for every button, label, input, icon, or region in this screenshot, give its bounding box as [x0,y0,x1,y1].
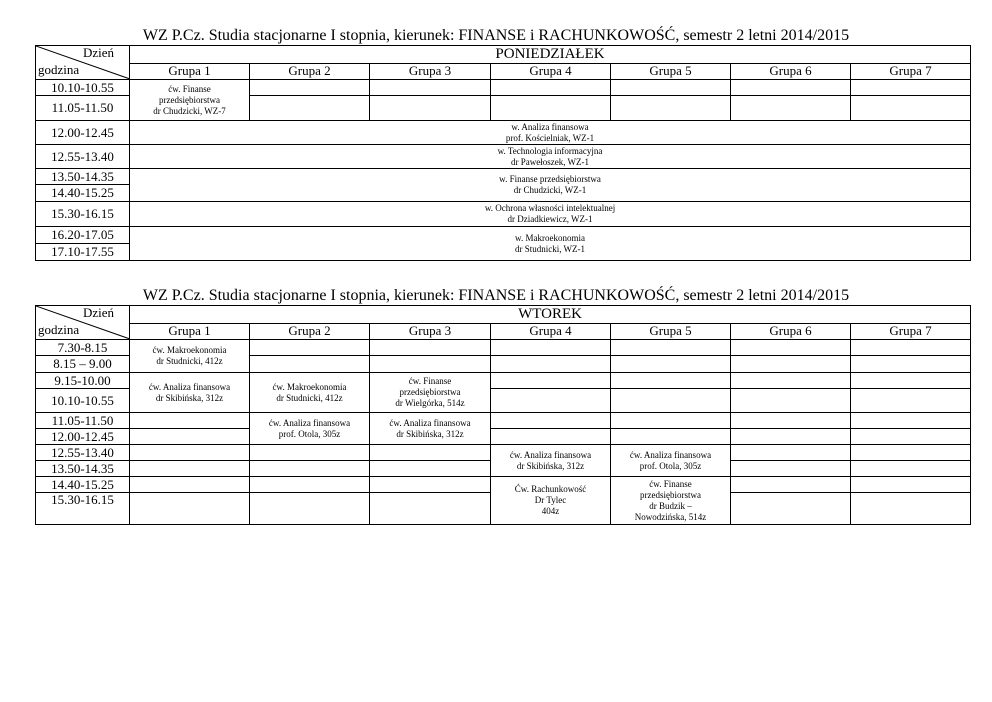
group-header: Grupa 3 [370,323,491,340]
group-header: Grupa 3 [370,63,491,80]
empty-cell [250,340,370,356]
empty-cell [851,80,971,96]
time-slot: 8.15 – 9.00 [36,356,130,373]
time-slot: 15.30-16.15 [36,202,130,227]
group-header: Grupa 5 [611,323,731,340]
schedule-title-monday: WZ P.Cz. Studia stacjonarne I stopnia, kierunek: FINANSE i RACHUNKOWOŚĆ, semestr 2 letni 2014/2015 [142,27,850,44]
empty-cell [611,373,731,389]
time-slot: 11.05-11.50 [36,96,130,121]
time-slot: 7.30-8.15 [36,340,130,356]
group-header: Grupa 6 [731,323,851,340]
empty-cell [370,461,491,477]
lecture-cell: w. Finanse przedsiębiorstwa dr Chudzicki, WZ-1 [130,169,971,202]
empty-cell [250,445,370,461]
class-cell: ćw. Analiza finansowa prof. Otola, 305z [611,445,731,477]
empty-cell [130,477,250,493]
empty-cell [731,445,851,461]
corner-hour-label: godzina [38,322,80,337]
empty-cell [130,413,250,429]
empty-cell [611,389,731,413]
time-slot: 14.40-15.25 [36,185,130,202]
class-cell: ćw. Analiza finansowa dr Skibińska, 312z [491,445,611,477]
empty-cell [130,429,250,445]
lecture-cell: w. Makroekonomia dr Studnicki, WZ-1 [130,227,971,261]
empty-cell [851,493,971,525]
empty-cell [731,389,851,413]
empty-cell [250,493,370,525]
class-cell: ćw. Makroekonomia dr Studnicki, 412z [250,373,370,413]
empty-cell [370,340,491,356]
empty-cell [851,413,971,429]
class-cell: ćw. Analiza finansowa dr Skibińska, 312z [370,413,491,445]
time-slot: 14.40-15.25 [36,477,130,493]
empty-cell [611,356,731,373]
lecture-cell: w. Technologia informacyjna dr Pawełoszek, WZ-1 [130,145,971,169]
schedule-table-monday [35,45,971,261]
empty-cell [130,493,250,525]
empty-cell [491,340,611,356]
empty-cell [851,373,971,389]
empty-cell [491,373,611,389]
day-header: WTOREK [130,306,971,324]
empty-cell [851,429,971,445]
empty-cell [731,80,851,96]
empty-cell [370,80,491,96]
empty-cell [731,373,851,389]
class-cell: Ćw. Rachunkowość Dr Tylec 404z [491,477,611,525]
empty-cell [851,389,971,413]
time-slot: 10.10-10.55 [36,80,130,96]
empty-cell [130,461,250,477]
class-cell: ćw. Finanse przedsiębiorstwa dr Chudzicki, WZ-7 [130,80,250,121]
time-slot: 15.30-16.15 [36,493,130,525]
class-cell: ćw. Makroekonomia dr Studnicki, 412z [130,340,250,373]
empty-cell [731,96,851,121]
empty-cell [731,356,851,373]
class-cell: ćw. Finanse przedsiębiorstwa dr Budzik – Nowodzińska, 514z [611,477,731,525]
empty-cell [370,477,491,493]
empty-cell [731,493,851,525]
corner-day-label: Dzień [82,45,114,60]
group-header: Grupa 6 [731,63,851,80]
empty-cell [851,461,971,477]
empty-cell [250,461,370,477]
empty-cell [370,96,491,121]
day-header: PONIEDZIAŁEK [130,46,971,64]
corner-header [36,306,130,340]
lecture-cell: w. Ochrona własności intelektualnej dr Dziadkiewicz, WZ-1 [130,202,971,227]
empty-cell [250,477,370,493]
time-slot: 12.00-12.45 [36,429,130,445]
empty-cell [731,461,851,477]
empty-cell [491,413,611,429]
empty-cell [731,413,851,429]
time-slot: 13.50-14.35 [36,461,130,477]
group-header: Grupa 7 [851,323,971,340]
empty-cell [491,96,611,121]
corner-hour-label: godzina [38,62,80,77]
group-header: Grupa 1 [130,63,250,80]
empty-cell [370,445,491,461]
group-header: Grupa 4 [491,323,611,340]
group-header: Grupa 2 [250,63,370,80]
empty-cell [851,356,971,373]
empty-cell [611,413,731,429]
empty-cell [370,493,491,525]
empty-cell [731,429,851,445]
corner-day-label: Dzień [82,305,114,320]
time-slot: 16.20-17.05 [36,227,130,244]
empty-cell [611,429,731,445]
group-header: Grupa 2 [250,323,370,340]
empty-cell [491,389,611,413]
time-slot: 12.55-13.40 [36,145,130,169]
empty-cell [731,340,851,356]
empty-cell [611,340,731,356]
class-cell: ćw. Analiza finansowa dr Skibińska, 312z [130,373,250,413]
schedule-table-tuesday [35,305,971,525]
lecture-cell: w. Analiza finansowa prof. Kościelniak, WZ-1 [130,121,971,145]
group-header: Grupa 7 [851,63,971,80]
time-slot: 9.15-10.00 [36,373,130,389]
group-header: Grupa 1 [130,323,250,340]
time-slot: 17.10-17.55 [36,244,130,261]
time-slot: 12.55-13.40 [36,445,130,461]
empty-cell [250,80,370,96]
empty-cell [611,80,731,96]
time-slot: 11.05-11.50 [36,413,130,429]
class-cell: ćw. Analiza finansowa prof. Otola, 305z [250,413,370,445]
group-header: Grupa 5 [611,63,731,80]
empty-cell [491,80,611,96]
empty-cell [851,96,971,121]
time-slot: 12.00-12.45 [36,121,130,145]
empty-cell [611,96,731,121]
time-slot: 10.10-10.55 [36,389,130,413]
empty-cell [851,340,971,356]
empty-cell [370,356,491,373]
empty-cell [130,445,250,461]
empty-cell [851,445,971,461]
empty-cell [250,96,370,121]
class-cell: ćw. Finanse przedsiębiorstwa dr Wielgórka, 514z [370,373,491,413]
corner-header [36,46,130,80]
empty-cell [731,477,851,493]
time-slot: 13.50-14.35 [36,169,130,185]
empty-cell [250,356,370,373]
empty-cell [491,356,611,373]
empty-cell [851,477,971,493]
empty-cell [491,429,611,445]
schedule-title-tuesday: WZ P.Cz. Studia stacjonarne I stopnia, kierunek: FINANSE i RACHUNKOWOŚĆ, semestr 2 letni 2014/2015 [142,287,850,304]
group-header: Grupa 4 [491,63,611,80]
